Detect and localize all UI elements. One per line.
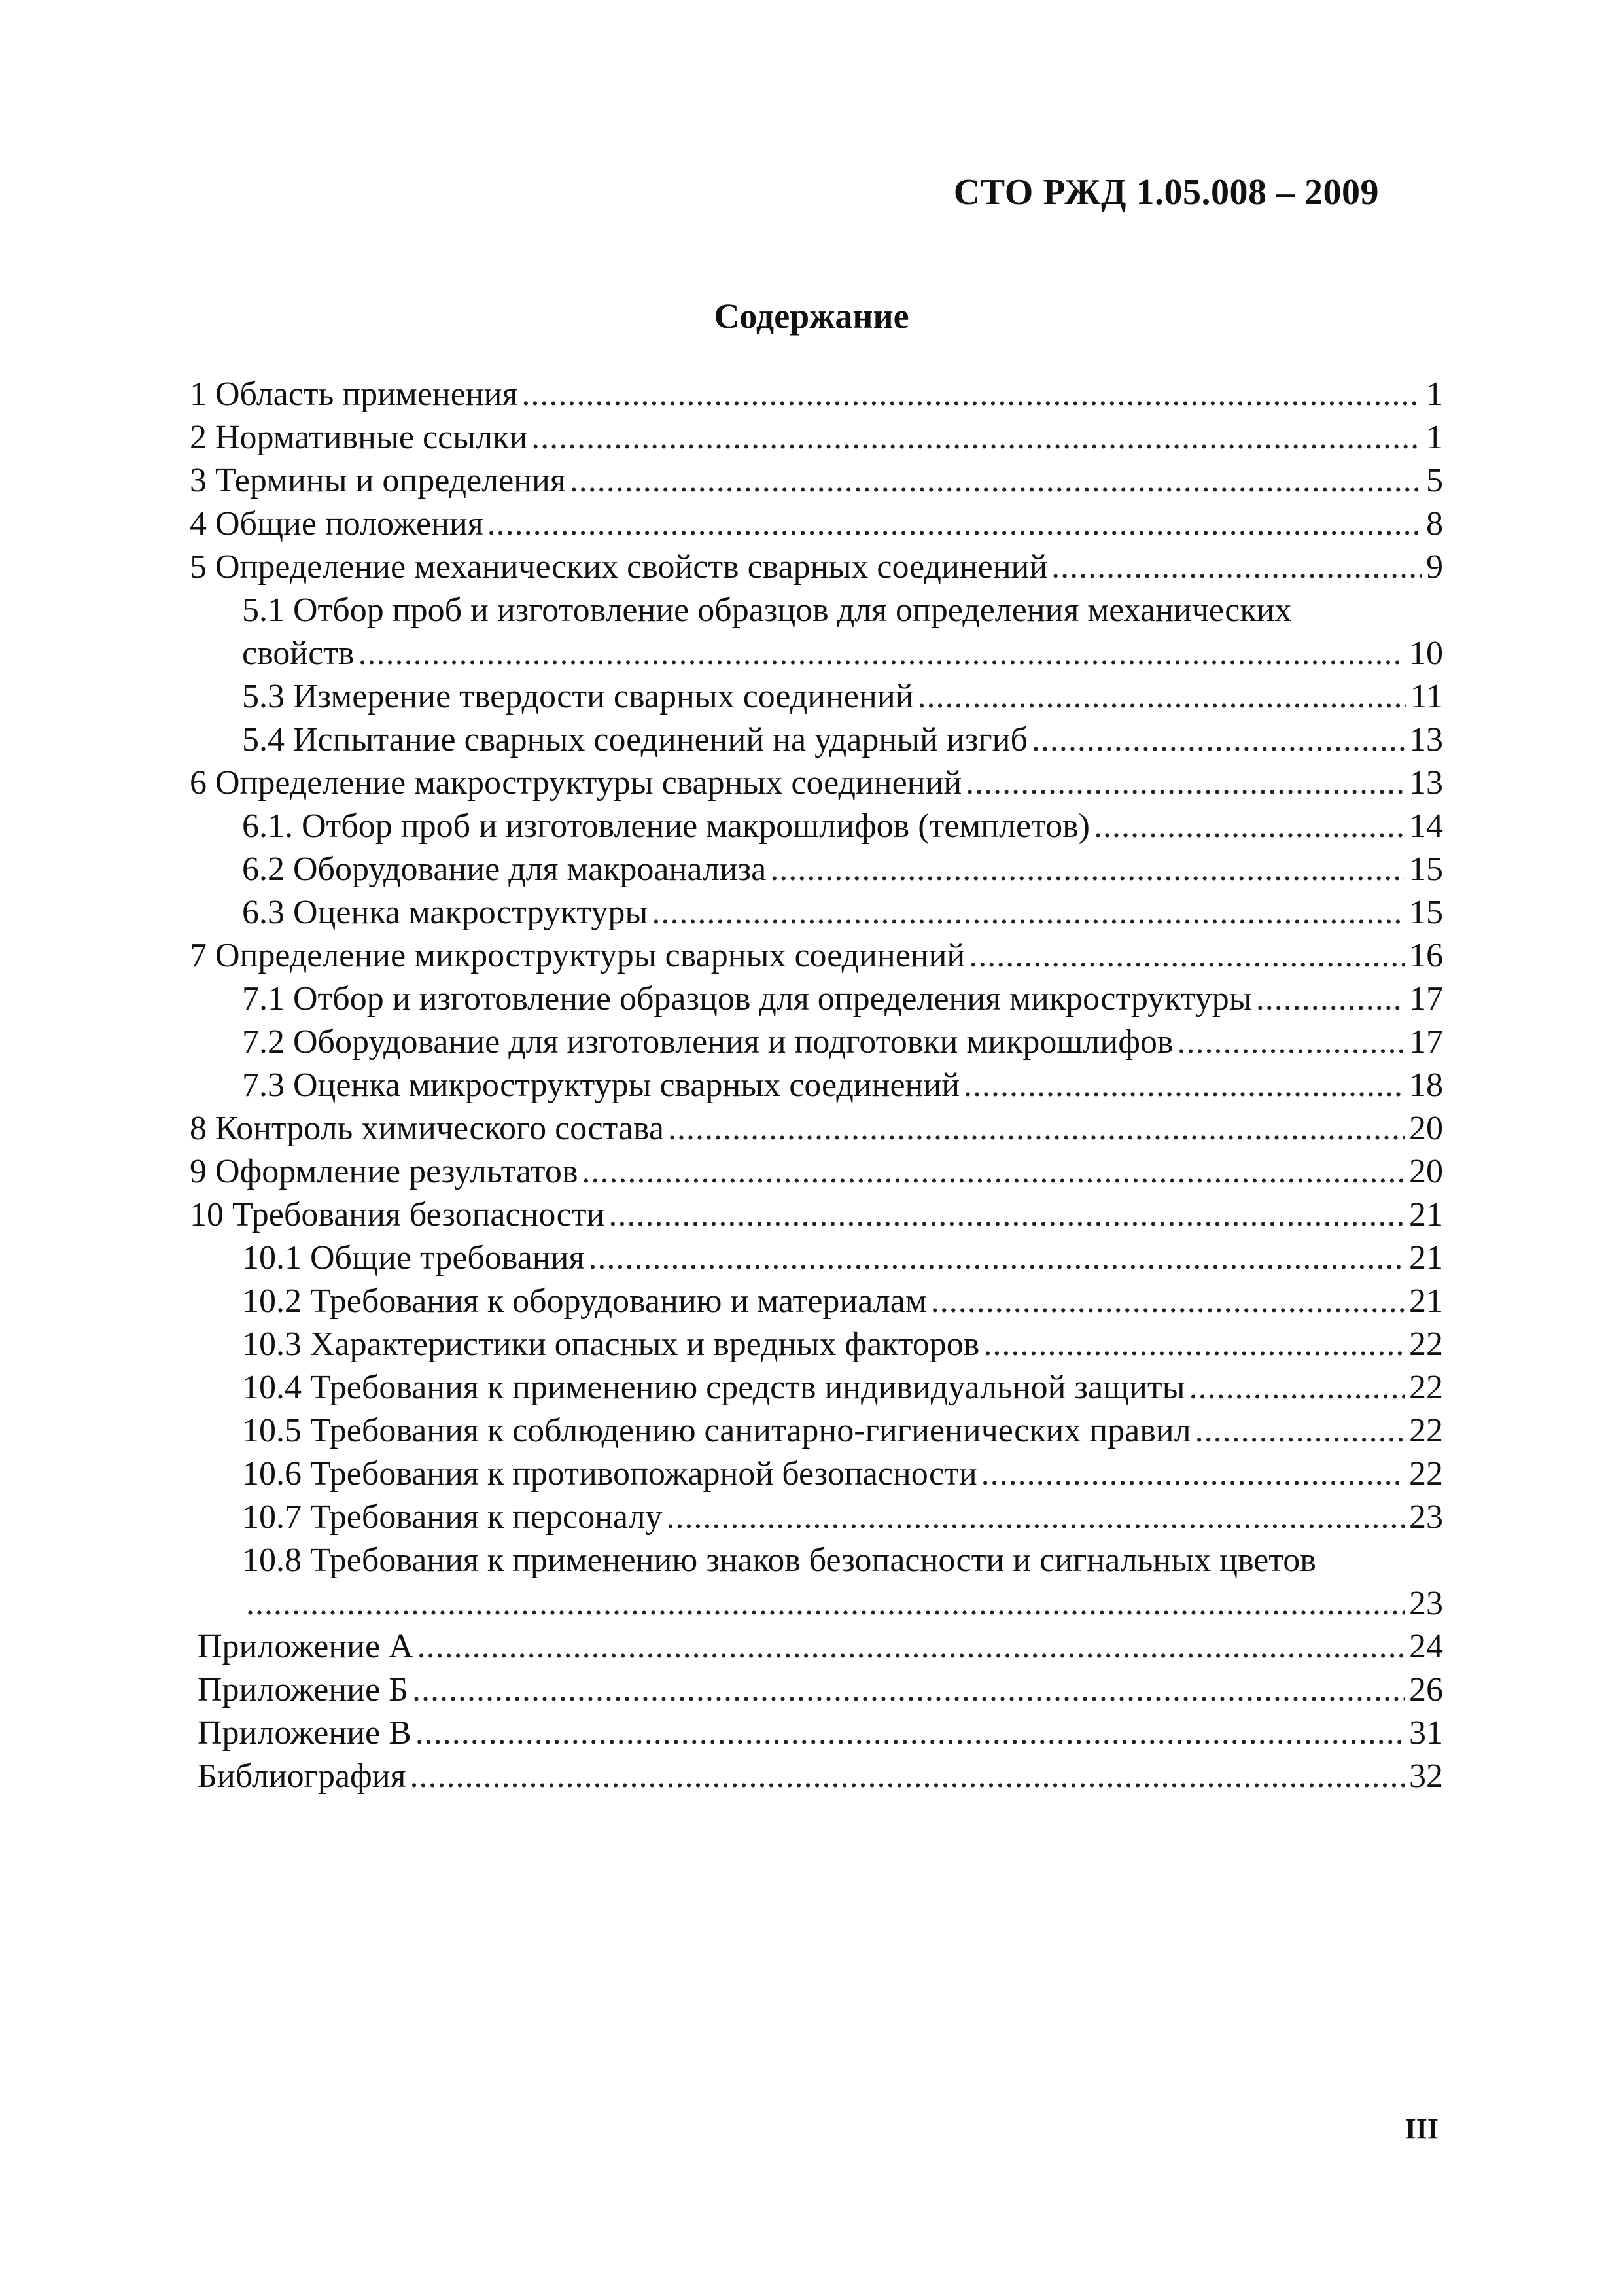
toc-entry[interactable] bbox=[190, 891, 1443, 934]
toc-entry-continuation[interactable] bbox=[190, 632, 1443, 675]
toc-entry-label: 2 Нормативные ссылки bbox=[190, 419, 528, 456]
toc-entry-page: 1 bbox=[1426, 419, 1443, 456]
toc-entry-label: 10.7 Требования к персоналу bbox=[242, 1498, 663, 1536]
dot-leader bbox=[1256, 978, 1405, 1021]
toc-entry[interactable] bbox=[190, 1323, 1443, 1366]
toc-entry-label: Библиография bbox=[198, 1757, 406, 1795]
toc-entry[interactable] bbox=[190, 373, 1443, 416]
toc-entry[interactable] bbox=[190, 503, 1443, 546]
dot-leader bbox=[969, 934, 1405, 978]
dot-leader bbox=[570, 459, 1422, 503]
dot-leader bbox=[417, 1625, 1405, 1669]
document-code: СТО РЖД 1.05.008 – 2009 bbox=[953, 172, 1379, 213]
toc-entry-label: 10 Требования безопасности bbox=[190, 1196, 605, 1233]
toc-entry-page: 15 bbox=[1409, 894, 1443, 931]
toc-entry-label: 10.2 Требования к оборудованию и материалам bbox=[242, 1282, 927, 1320]
toc-entry-bibliography[interactable] bbox=[190, 1755, 1443, 1798]
dot-leader bbox=[582, 1150, 1405, 1193]
toc-entry-page: 13 bbox=[1409, 764, 1443, 802]
dot-leader bbox=[770, 848, 1405, 891]
toc-entry-appendix[interactable] bbox=[190, 1712, 1443, 1755]
toc-entry-label: 7.3 Оценка микроструктуры сварных соединений bbox=[242, 1067, 960, 1104]
toc-entry-label: 10.6 Требования к противопожарной безопасности bbox=[242, 1455, 977, 1492]
toc-entry-page: 32 bbox=[1409, 1757, 1443, 1795]
toc-entry-continuation[interactable] bbox=[190, 1582, 1443, 1625]
toc-entry-page: 8 bbox=[1426, 505, 1443, 542]
toc-entry-appendix[interactable] bbox=[190, 1669, 1443, 1712]
toc-entry-page: 13 bbox=[1409, 721, 1443, 758]
toc-entry[interactable] bbox=[190, 1539, 1443, 1582]
toc-entry-label: Приложение В bbox=[198, 1714, 411, 1752]
toc-entry[interactable] bbox=[190, 459, 1443, 503]
dot-leader bbox=[608, 1193, 1405, 1237]
toc-entry[interactable] bbox=[190, 1064, 1443, 1107]
toc-entry[interactable] bbox=[190, 934, 1443, 978]
toc-entry-label: 6.2 Оборудование для макроанализа bbox=[242, 851, 767, 888]
toc-entry-page: 14 bbox=[1409, 807, 1443, 845]
toc-entry-label: 10.1 Общие требования bbox=[242, 1239, 585, 1277]
dot-leader bbox=[588, 1237, 1405, 1280]
toc-entry[interactable] bbox=[190, 1193, 1443, 1237]
toc-entry[interactable] bbox=[190, 1150, 1443, 1193]
dot-leader bbox=[652, 891, 1405, 934]
toc-entry[interactable] bbox=[190, 762, 1443, 805]
toc-entry-page: 20 bbox=[1409, 1110, 1443, 1147]
toc-entry[interactable] bbox=[190, 675, 1443, 718]
toc-entry-label: 5 Определение механических свойств сварных соединений bbox=[190, 548, 1048, 586]
dot-leader bbox=[1195, 1409, 1405, 1453]
toc-entry-page: 21 bbox=[1409, 1196, 1443, 1233]
toc-entry-label: 10.3 Характеристики опасных и вредных факторов bbox=[242, 1326, 980, 1363]
dot-leader bbox=[531, 416, 1422, 459]
toc-entry[interactable] bbox=[190, 1107, 1443, 1150]
toc-entry-page: 15 bbox=[1409, 851, 1443, 888]
toc-entry-page: 23 bbox=[1409, 1585, 1443, 1622]
toc-entry[interactable] bbox=[190, 1496, 1443, 1539]
dot-leader bbox=[964, 1064, 1405, 1107]
toc-entry-label: 8 Контроль химического состава bbox=[190, 1110, 664, 1147]
toc-entry[interactable] bbox=[190, 978, 1443, 1021]
dot-leader bbox=[1189, 1366, 1405, 1409]
toc-entry[interactable] bbox=[190, 805, 1443, 848]
toc-entry-page: 18 bbox=[1409, 1067, 1443, 1104]
dot-leader bbox=[981, 1453, 1405, 1496]
dot-leader bbox=[666, 1496, 1405, 1539]
toc-entry[interactable] bbox=[190, 1409, 1443, 1453]
toc-entry[interactable] bbox=[190, 1237, 1443, 1280]
toc-entry-label: 10.8 Требования к применению знаков безопасности и сигнальных цветов bbox=[242, 1542, 1316, 1579]
toc-entry-appendix[interactable] bbox=[190, 1625, 1443, 1669]
toc-entry[interactable] bbox=[190, 1453, 1443, 1496]
dot-leader bbox=[1051, 546, 1422, 589]
toc-entry-label: 7.2 Оборудование для изготовления и подготовки микрошлифов bbox=[242, 1023, 1174, 1061]
toc-entry-label: 10.5 Требования к соблюдению санитарно-гигиенических правил bbox=[242, 1412, 1191, 1449]
toc-entry-label: 6.1. Отбор проб и изготовление макрошлифов (темплетов) bbox=[242, 807, 1090, 845]
toc-entry[interactable] bbox=[190, 848, 1443, 891]
dot-leader bbox=[246, 1582, 1405, 1625]
toc-entry-label: 1 Область применения bbox=[190, 376, 518, 413]
toc-entry[interactable] bbox=[190, 589, 1443, 632]
toc-entry-page: 20 bbox=[1409, 1153, 1443, 1190]
dot-leader bbox=[1177, 1021, 1405, 1064]
toc-entry-page: 26 bbox=[1409, 1671, 1443, 1708]
toc-entry[interactable] bbox=[190, 1280, 1443, 1323]
toc-entry-label: 5.3 Измерение твердости сварных соединений bbox=[242, 678, 914, 715]
toc-entry-page: 21 bbox=[1409, 1282, 1443, 1320]
dot-leader bbox=[410, 1755, 1405, 1798]
toc-title: Содержание bbox=[714, 296, 909, 336]
dot-leader bbox=[966, 762, 1405, 805]
toc-entry[interactable] bbox=[190, 718, 1443, 762]
toc-entry-page: 11 bbox=[1410, 678, 1443, 715]
toc-entry-label: 5.4 Испытание сварных соединений на ударный изгиб bbox=[242, 721, 1028, 758]
toc-entry-page: 1 bbox=[1426, 376, 1443, 413]
toc-entry-label: Приложение Б bbox=[198, 1671, 408, 1708]
toc-entry-label: 5.1 Отбор проб и изготовление образцов для определения механических bbox=[242, 592, 1292, 629]
dot-leader bbox=[412, 1669, 1405, 1712]
toc-entry-page: 23 bbox=[1409, 1498, 1443, 1536]
dot-leader bbox=[918, 675, 1406, 718]
toc-entry-page: 21 bbox=[1409, 1239, 1443, 1277]
toc-entry-page: 22 bbox=[1409, 1326, 1443, 1363]
toc-entry-label: 3 Термины и определения bbox=[190, 462, 566, 499]
toc-entry[interactable] bbox=[190, 1021, 1443, 1064]
dot-leader bbox=[358, 632, 1405, 675]
toc-entry-page: 24 bbox=[1409, 1628, 1443, 1665]
toc-entry[interactable] bbox=[190, 546, 1443, 589]
toc-entry[interactable] bbox=[190, 416, 1443, 459]
dot-leader bbox=[668, 1107, 1405, 1150]
toc-entry-page: 17 bbox=[1409, 1023, 1443, 1061]
toc-entry-page: 16 bbox=[1409, 937, 1443, 974]
dot-leader bbox=[521, 373, 1422, 416]
table-of-contents bbox=[190, 373, 1443, 1798]
toc-entry-page: 31 bbox=[1409, 1714, 1443, 1752]
dot-leader bbox=[487, 503, 1422, 546]
toc-entry-label: Приложение А bbox=[198, 1628, 413, 1665]
toc-entry-page: 22 bbox=[1409, 1412, 1443, 1449]
dot-leader bbox=[1094, 805, 1405, 848]
page-number: III bbox=[1405, 2113, 1439, 2145]
toc-entry-label: 7.1 Отбор и изготовление образцов для определения микроструктуры bbox=[242, 980, 1252, 1017]
dot-leader bbox=[1032, 718, 1405, 762]
toc-entry-label: 7 Определение микроструктуры сварных соединений bbox=[190, 937, 966, 974]
toc-entry-label: 6 Определение макроструктуры сварных соединений bbox=[190, 764, 962, 802]
toc-entry-page: 22 bbox=[1409, 1455, 1443, 1492]
toc-entry-label: 9 Оформление результатов bbox=[190, 1153, 578, 1190]
toc-entry-label: 4 Общие положения bbox=[190, 505, 483, 542]
toc-entry-label: 10.4 Требования к применению средств индивидуальной защиты bbox=[242, 1369, 1185, 1406]
toc-entry-page: 17 bbox=[1409, 980, 1443, 1017]
toc-entry-page: 5 bbox=[1426, 462, 1443, 499]
dot-leader bbox=[931, 1280, 1405, 1323]
toc-entry-page: 22 bbox=[1409, 1369, 1443, 1406]
toc-entry-label: 6.3 Оценка макроструктуры bbox=[242, 894, 648, 931]
dot-leader bbox=[415, 1712, 1405, 1755]
toc-entry[interactable] bbox=[190, 1366, 1443, 1409]
dot-leader bbox=[983, 1323, 1405, 1366]
toc-entry-page: 9 bbox=[1426, 548, 1443, 586]
toc-entry-label: свойств bbox=[242, 635, 355, 672]
toc-entry-page: 10 bbox=[1409, 635, 1443, 672]
